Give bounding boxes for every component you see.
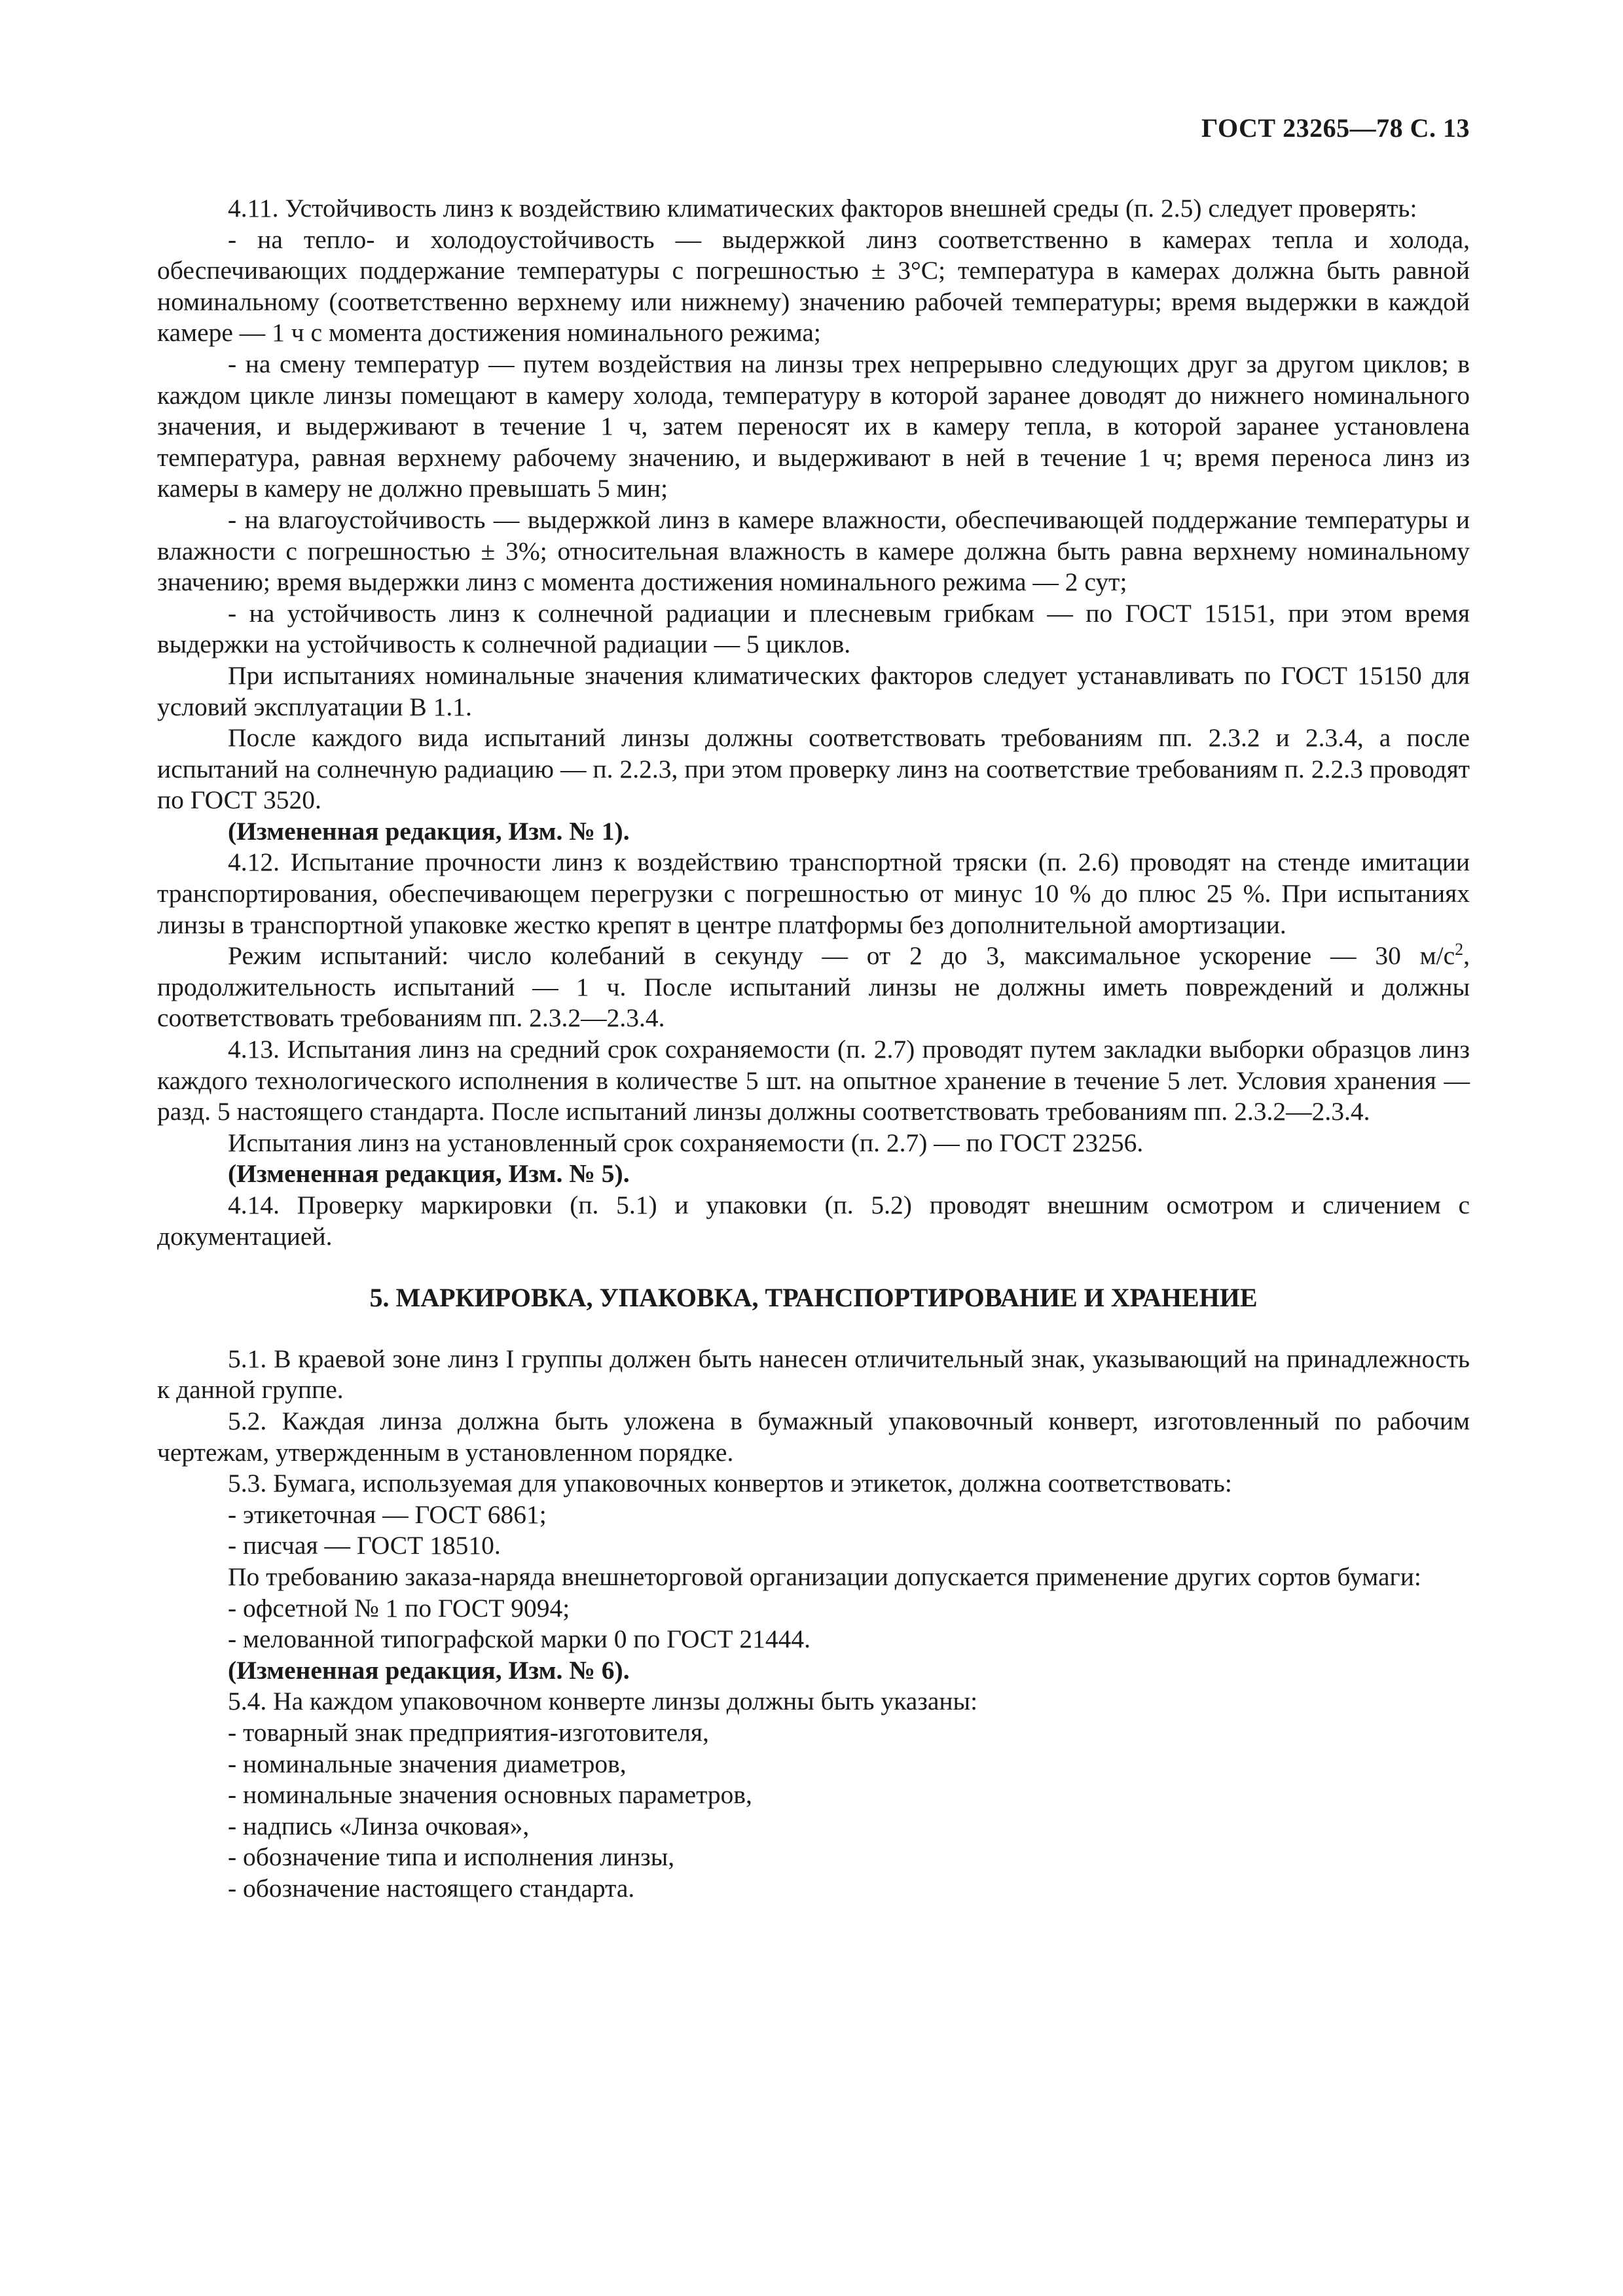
text-run: Режим испытаний: число колебаний в секунду — от 2 до 3, максимальное ускорение — 30 м/с [228,941,1455,971]
paragraph-5-3-other: По требованию заказа-наряда внешнеторговой организации допускается применение других сортов бумаги: [228,1562,1421,1591]
list-item: - мелованной типографской марки 0 по ГОСТ 21444. [228,1624,811,1654]
paragraph-5-2: 5.2. Каждая линза должна быть уложена в бумажный упаковочный конверт, изготовленный по рабочим чертежам, утвержденным в установленном порядке. [157,1406,1470,1467]
superscript: 2 [1455,940,1464,960]
list-item: - товарный знак предприятия-изготовителя, [228,1717,709,1747]
list-item: - номинальные значения основных параметров, [228,1780,752,1810]
paragraph-5-1: 5.1. В краевой зоне линз I группы должен быть нанесен отличительный знак, указывающий на принадлежность к данной группе. [157,1344,1470,1405]
paragraph-4-11-intro: 4.11. Устойчивость линз к воздействию климатических факторов внешней среды (п. 2.5) следует проверять: [228,194,1417,223]
list-item: - на смену температур — путем воздействия на линзы трех непрерывно следующих друг за другом циклов; в каждом цикле линзы помещают в камеру холода, температуру в которой заранее доводят до нижнего номинального значения, и выдерживают в течение 1 ч, затем переносят их в камеру тепла, в которой заранее установлена температура, равная верхнему рабочему значению, и выдерживают в ней в течение 1 ч; время переноса линз из камеры в камеру не должно превышать 5 мин; [157,349,1470,503]
list-item: - на устойчивость линз к солнечной радиации и плесневым грибкам — по ГОСТ 15151, при этом время выдержки на устойчивость к солнечной радиации — 5 циклов. [157,598,1470,659]
section-title: 5. МАРКИРОВКА, УПАКОВКА, ТРАНСПОРТИРОВАНИЕ И ХРАНЕНИЕ [369,1283,1258,1313]
list-item: - этикеточная — ГОСТ 6861; [228,1499,547,1529]
list-item: - номинальные значения диаметров, [228,1749,627,1778]
page-header: ГОСТ 23265—78 С. 13 [1201,113,1470,143]
paragraph-5-3-intro: 5.3. Бумага, используемая для упаковочных конвертов и этикеток, должна соответствовать: [228,1469,1232,1498]
amendment-note: (Измененная редакция, Изм. № 5). [228,1159,630,1189]
list-item: - обозначение типа и исполнения линзы, [228,1842,675,1872]
paragraph-4-14: 4.14. Проверку маркировки (п. 5.1) и упаковки (п. 5.2) проводят внешним осмотром и сличением с документацией. [157,1191,1470,1251]
paragraph-4-11-requirements: После каждого вида испытаний линзы должны соответствовать требованиям пп. 2.3.2 и 2.3.4, а после испытаний на солнечную радиацию — п. 2.2.3, при этом проверку линз на соответствие требованиям п. 2.2.3 проводят по ГОСТ 3520. [157,723,1470,815]
list-item: - на тепло- и холодоустойчивость — выдержкой линз соответственно в камерах тепла и холода, обеспечивающих поддержание температуры с погрешностью ± 3°С; температура в камерах должна быть равной номинальному (соответственно верхнему или нижнему) значению рабочей температуры; время выдержки в каждой камере — 1 ч с момента достижения номинального режима; [157,224,1470,348]
list-item: - надпись «Линза очковая», [228,1811,530,1840]
paragraph-4-13: 4.13. Испытания линз на средний срок сохраняемости (п. 2.7) проводят путем закладки выборки образцов линз каждого технологического исполнения в количестве 5 шт. на опытное хранение в течение 5 лет. Условия хранения — разд. 5 настоящего стандарта. После испытаний линзы должны соответствовать требованиям пп. 2.3.2—2.3.4. [157,1035,1470,1126]
amendment-note: (Измененная редакция, Изм. № 1). [228,816,630,846]
paragraph-4-12-mode [157,941,1470,1034]
text-run: , продолжительность испытаний — 1 ч. После испытаний линзы не должны иметь повреждений и должны соответствовать требованиям пп. 2.3.2—2.3.4. [157,941,1470,1033]
paragraph-4-13-storage: Испытания линз на установленный срок сохраняемости (п. 2.7) — по ГОСТ 23256. [228,1128,1144,1157]
document-body [157,193,1470,1904]
list-item: - офсетной № 1 по ГОСТ 9094; [228,1593,570,1623]
paragraph-4-12: 4.12. Испытание прочности линз к воздействию транспортной тряски (п. 2.6) проводят на стенде имитации транспортирования, обеспечивающем перегрузки с погрешностью от минус 10 % до плюс 25 %. При испытаниях линзы в транспортной упаковке жестко крепят в центре платформы без дополнительной амортизации. [157,848,1470,939]
paragraph-4-11-conditions: При испытаниях номинальные значения климатических факторов следует устанавливать по ГОСТ 15150 для условий эксплуатации В 1.1. [157,660,1470,721]
list-item: - обозначение настоящего стандарта. [228,1873,635,1903]
amendment-note: (Измененная редакция, Изм. № 6). [228,1655,630,1685]
list-item: - на влагоустойчивость — выдержкой линз в камере влажности, обеспечивающей поддержание температуры и влажности с погрешностью ± 3%; относительная влажность в камере должна быть равна верхнему номинальному значению; время выдержки линз с момента достижения номинального режима — 2 сут; [157,505,1470,597]
list-item: - писчая — ГОСТ 18510. [228,1531,501,1560]
paragraph-5-4-intro: 5.4. На каждом упаковочном конверте линзы должны быть указаны: [228,1687,978,1716]
